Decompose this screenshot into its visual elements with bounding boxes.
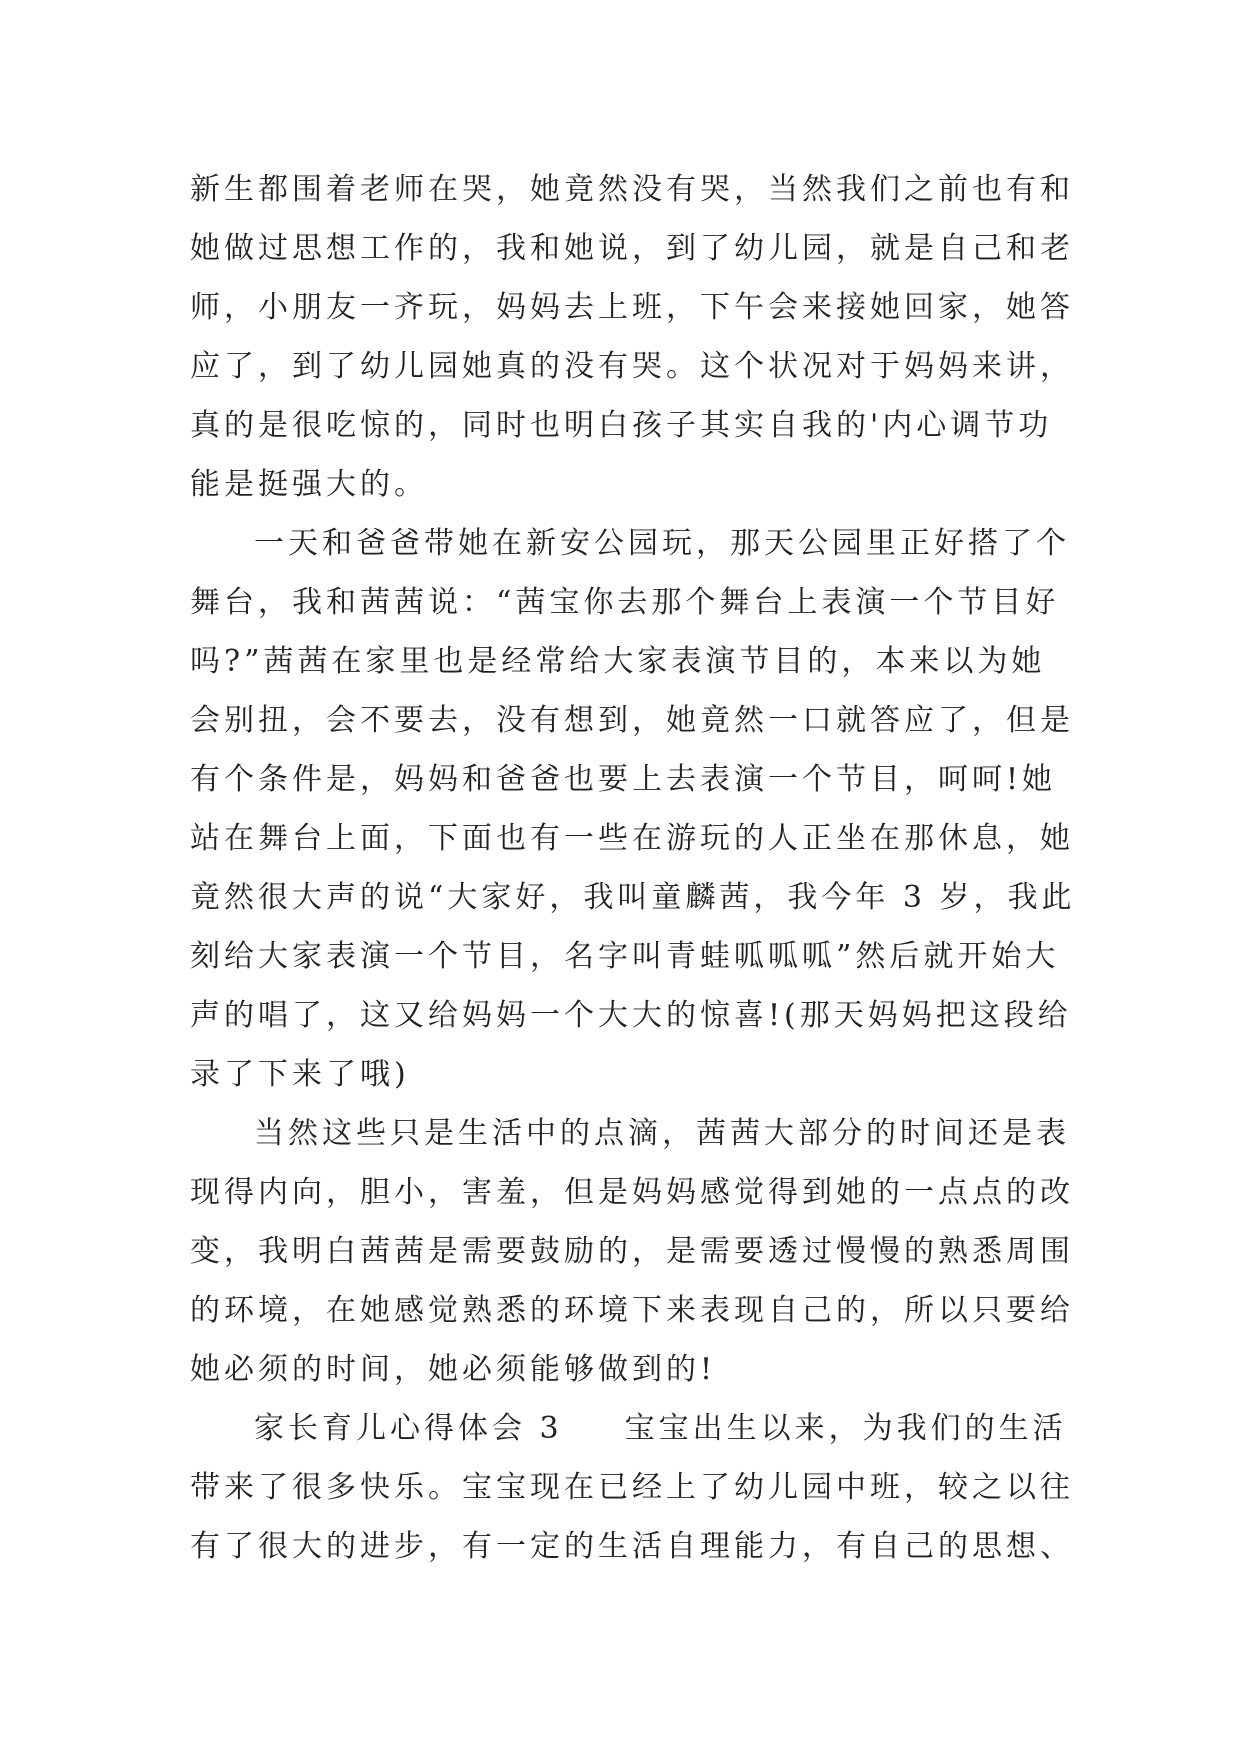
text-line: 吗?”茜茜在家里也是经常给大家表演节目的，本来以为她 [190, 644, 1046, 679]
text-line: 她必须的时间，她必须能够做到的! [190, 1352, 717, 1387]
text-line: 一天和爸爸带她在新安公园玩，那天公园里正好搭了个 [254, 526, 1070, 561]
text-line: 应了，到了幼儿园她真的没有哭。这个状况对于妈妈来讲， [190, 349, 1074, 384]
text-line: 录了下来了哦) [190, 1057, 410, 1092]
text-line: 有个条件是，妈妈和爸爸也要上去表演一个节目，呵呵!她 [190, 762, 1057, 797]
text-line: 她做过思想工作的，我和她说，到了幼儿园，就是自己和老 [190, 231, 1074, 266]
text-line: 舞台，我和茜茜说：“茜宝你去那个舞台上表演一个节目好 [190, 585, 1060, 620]
text-line: 声的唱了，这又给妈妈一个大大的惊喜!(那天妈妈把这段给 [190, 998, 1072, 1033]
section-text: 宝宝出生以来，为我们的生活 [624, 1411, 1067, 1446]
text-line: 竟然很大声的说“大家好，我叫童麟茜，我今年 3 岁，我此 [190, 880, 1076, 915]
text-line: 当然这些只是生活中的点滴，茜茜大部分的时间还是表 [254, 1116, 1070, 1151]
text-line: 会别扭，会不要去，没有想到，她竟然一口就答应了，但是 [190, 703, 1074, 738]
text-line: 师，小朋友一齐玩，妈妈去上班，下午会来接她回家，她答 [190, 290, 1074, 325]
text-line: 真的是很吃惊的，同时也明白孩子其实自我的'内心调节功 [190, 408, 1053, 443]
text-line: 有了很大的进步，有一定的生活自理能力，有自己的思想、 [190, 1529, 1074, 1564]
text-line: 现得内向，胆小，害羞，但是妈妈感觉得到她的一点点的改 [190, 1175, 1074, 1210]
text-line: 新生都围着老师在哭，她竟然没有哭，当然我们之前也有和 [190, 172, 1074, 207]
body-text [190, 160, 1076, 1576]
text-line: 的环境，在她感觉熟悉的环境下来表现自己的，所以只要给 [190, 1293, 1074, 1328]
text-line: 站在舞台上面，下面也有一些在游玩的人正坐在那休息，她 [190, 821, 1074, 856]
text-line: 带来了很多快乐。宝宝现在已经上了幼儿园中班，较之以往 [190, 1470, 1074, 1505]
text-line-with-heading [190, 1399, 1070, 1458]
section-heading: 家长育儿心得体会 3 [254, 1411, 563, 1446]
text-line: 能是挺强大的。 [190, 467, 428, 502]
text-line: 刻给大家表演一个节目，名字叫青蛙呱呱呱”然后就开始大 [190, 939, 1060, 974]
text-line: 变，我明白茜茜是需要鼓励的，是需要透过慢慢的熟悉周围 [190, 1234, 1074, 1269]
